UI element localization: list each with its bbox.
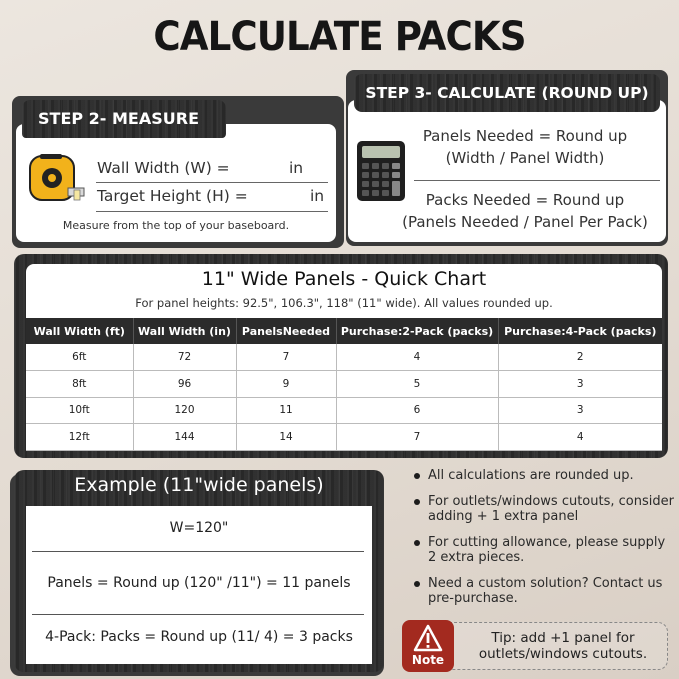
measure-note: Measure from the top of your baseboard. [62,219,290,232]
step3-label: STEP 3- CALCULATE (ROUND UP) [365,84,649,102]
table-cell: 9 [236,371,336,398]
wall-width-underline [96,182,328,183]
target-height-label: Target Height (H) = [97,187,248,205]
table-cell: 5 [336,371,498,398]
table-row [26,424,662,451]
table-cell: 7 [336,424,498,451]
tape-measure-icon [26,150,86,208]
table-cell: 4 [336,344,498,371]
table-cell: 96 [133,371,236,398]
table-cell: 6ft [26,344,133,371]
list-item: For cutting allowance, please supply 2 extra pieces. [412,535,676,565]
example-packs: 4-Pack: Packs = Round up (11/ 4) = 3 packs [45,629,353,645]
table-cell: 14 [236,424,336,451]
formula-packs-line2: (Panels Needed / Panel Per Pack) [402,213,648,231]
note-label: Note [411,653,445,667]
formula-panels-line2: (Width / Panel Width) [445,149,605,167]
example-panels: Panels = Round up (120" /11") = 11 panels [47,575,351,591]
column-header: Wall Width (in) [133,318,236,344]
list-item: All calculations are rounded up. [412,468,676,483]
formula-packs-line1: Packs Needed = Round up [425,191,625,209]
table-cell: 11 [236,397,336,424]
table-row [26,344,662,371]
warning-icon [413,624,443,652]
table-cell: 72 [133,344,236,371]
column-header: Purchase:2-Pack (packs) [336,318,498,344]
wall-width-unit: in [289,159,304,177]
example-divider [32,614,364,615]
list-item: Need a custom solution? Contact us pre-purchase. [412,576,676,606]
target-height-unit: in [310,187,325,205]
wall-width-row [97,159,230,177]
note-text: Tip: add +1 panel for outlets/windows cutouts. [478,630,648,662]
target-height-row [97,187,248,205]
table-row [26,397,662,424]
table-cell: 6 [336,397,498,424]
table-cell: 144 [133,424,236,451]
step3-divider [414,180,660,181]
formula-panels-line1: Panels Needed = Round up [422,127,628,145]
column-header: PanelsNeeded [236,318,336,344]
step2-label: STEP 2- MEASURE [38,109,200,128]
table-cell: 12ft [26,424,133,451]
tips-list [412,468,676,617]
list-item: For outlets/windows cutouts, consider adding + 1 extra panel [412,494,676,524]
table-cell: 10ft [26,397,133,424]
table-header-row [26,318,662,344]
example-width: W=120" [169,520,229,536]
target-height-underline [96,211,328,212]
table-cell: 2 [498,344,662,371]
table-cell: 4 [498,424,662,451]
quick-chart-table [26,318,662,451]
wall-width-label: Wall Width (W) = [97,159,230,177]
column-header: Purchase:4-Pack (packs) [498,318,662,344]
example-title: Example (11"wide panels) [74,474,324,496]
table-cell: 120 [133,397,236,424]
table-cell: 7 [236,344,336,371]
quick-chart-subtitle: For panel heights: 92.5", 106.3", 118" (11" wide). All values rounded up. [135,296,553,310]
column-header: Wall Width (ft) [26,318,133,344]
table-row [26,371,662,398]
example-divider [32,551,364,552]
page-title: CALCULATE PACKS [153,14,526,60]
table-cell: 3 [498,397,662,424]
quick-chart-title: 11" Wide Panels - Quick Chart [201,268,487,290]
table-cell: 3 [498,371,662,398]
table-cell: 8ft [26,371,133,398]
